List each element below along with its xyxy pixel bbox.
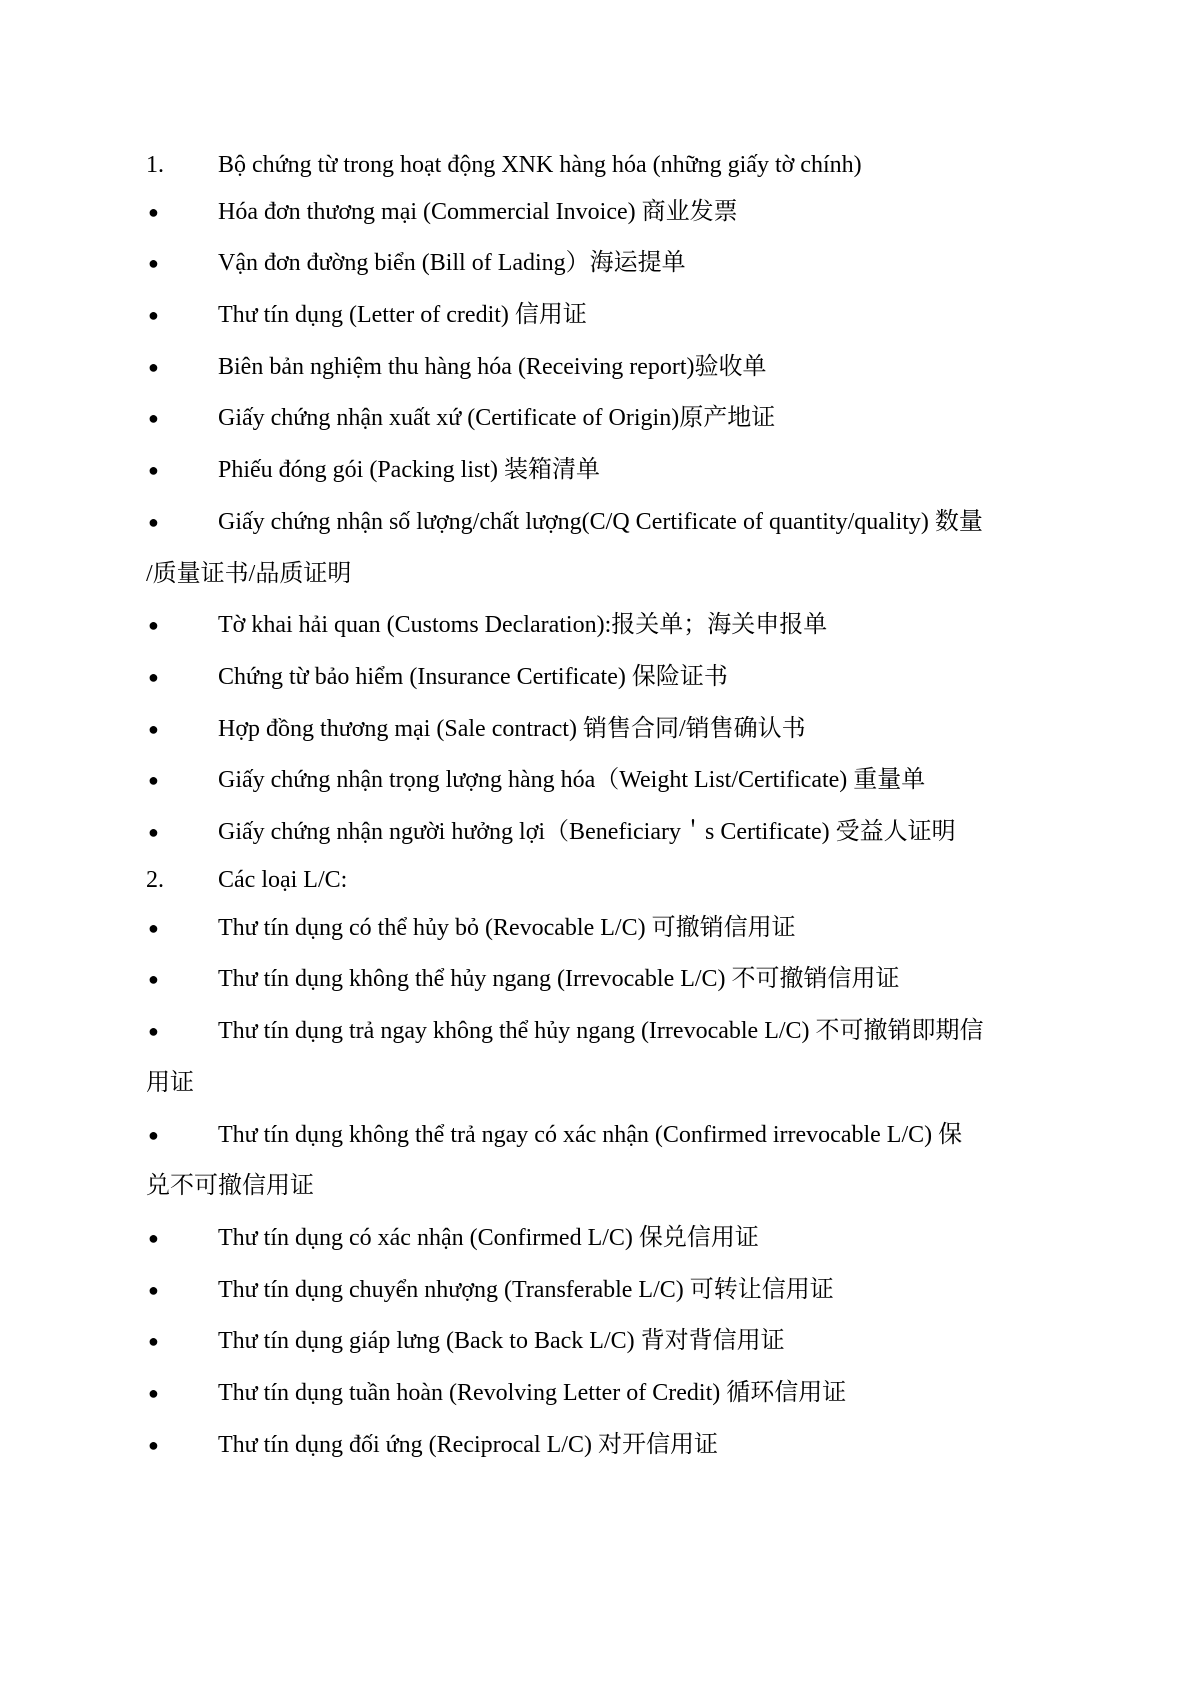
list-item-text: Thư tín dụng đối ứng (Reciprocal L/C) 对开信用证 <box>218 1432 718 1458</box>
bullet-icon: ● <box>148 969 159 989</box>
list-item-text: 兑不可撤信用证 <box>146 1173 314 1199</box>
section-2-title: Các loại L/C: <box>218 867 348 893</box>
list-item-text: Biên bản nghiệm thu hàng hóa (Receiving report)验收单 <box>218 354 767 380</box>
bullet-icon: ● <box>148 667 159 687</box>
bullet-icon: ● <box>148 357 159 377</box>
bullet-icon: ● <box>148 1021 159 1041</box>
list-item-text: Thư tín dụng có thể hủy bỏ (Revocable L/C) 可撤销信用证 <box>218 915 796 941</box>
list-item-text: Giấy chứng nhận xuất xứ (Certificate of Origin)原产地证 <box>218 405 776 431</box>
list-item-text: Thư tín dụng trả ngay không thể hủy ngang (Irrevocable L/C) 不可撤销即期信 <box>218 1018 984 1044</box>
bullet-icon: ● <box>148 305 159 325</box>
bullet-icon: ● <box>148 719 159 739</box>
bullet-icon: ● <box>148 460 159 480</box>
list-item-text: /质量证书/品质证明 <box>146 561 352 587</box>
list-item-text: Thư tín dụng không thể trả ngay có xác nhận (Confirmed irrevocable L/C) 保 <box>218 1122 963 1148</box>
section-2-number: 2. <box>146 867 164 893</box>
list-item-text: Giấy chứng nhận người hưởng lợi（Beneficiary＇s Certificate) 受益人证明 <box>218 819 956 845</box>
bullet-icon: ● <box>148 770 159 790</box>
section-1-number: 1. <box>146 152 164 178</box>
bullet-icon: ● <box>148 202 159 222</box>
bullet-icon: ● <box>148 1125 159 1145</box>
bullet-icon: ● <box>148 512 159 532</box>
list-item-text: Giấy chứng nhận số lượng/chất lượng(C/Q Certificate of quantity/quality) 数量 <box>218 509 983 535</box>
list-item-text: Chứng từ bảo hiểm (Insurance Certificate) 保险证书 <box>218 664 728 690</box>
list-item-text: Vận đơn đường biển (Bill of Lading）海运提单 <box>218 250 686 276</box>
list-item-text: Hợp đồng thương mại (Sale contract) 销售合同/销售确认书 <box>218 716 806 742</box>
bullet-icon: ● <box>148 1435 159 1455</box>
bullet-icon: ● <box>148 1228 159 1248</box>
bullet-icon: ● <box>148 822 159 842</box>
list-item-text: Thư tín dụng chuyển nhượng (Transferable L/C) 可转让信用证 <box>218 1277 834 1303</box>
list-item-text: Thư tín dụng không thể hủy ngang (Irrevocable L/C) 不可撤销信用证 <box>218 966 900 992</box>
list-item-text: Phiếu đóng gói (Packing list) 装箱清单 <box>218 457 600 483</box>
bullet-icon: ● <box>148 1383 159 1403</box>
list-item-text: Thư tín dụng giáp lưng (Back to Back L/C) 背对背信用证 <box>218 1328 785 1354</box>
bullet-icon: ● <box>148 615 159 635</box>
section-1-title: Bộ chứng từ trong hoạt động XNK hàng hóa (những giấy tờ chính) <box>218 152 862 178</box>
list-item-text: Thư tín dụng có xác nhận (Confirmed L/C) 保兑信用证 <box>218 1225 759 1251</box>
bullet-icon: ● <box>148 1331 159 1351</box>
list-item-text: Giấy chứng nhận trọng lượng hàng hóa（Weight List/Certificate) 重量单 <box>218 767 926 793</box>
list-item-text: Hóa đơn thương mại (Commercial Invoice) 商业发票 <box>218 199 738 225</box>
list-item-text: Thư tín dụng tuần hoàn (Revolving Letter of Credit) 循环信用证 <box>218 1380 847 1406</box>
list-item-text: 用证 <box>146 1070 194 1096</box>
list-item-text: Thư tín dụng (Letter of credit) 信用证 <box>218 302 587 328</box>
list-item-text: Tờ khai hải quan (Customs Declaration):报关单；海关申报单 <box>218 612 828 638</box>
bullet-icon: ● <box>148 1280 159 1300</box>
bullet-icon: ● <box>148 408 159 428</box>
bullet-icon: ● <box>148 253 159 273</box>
bullet-icon: ● <box>148 918 159 938</box>
